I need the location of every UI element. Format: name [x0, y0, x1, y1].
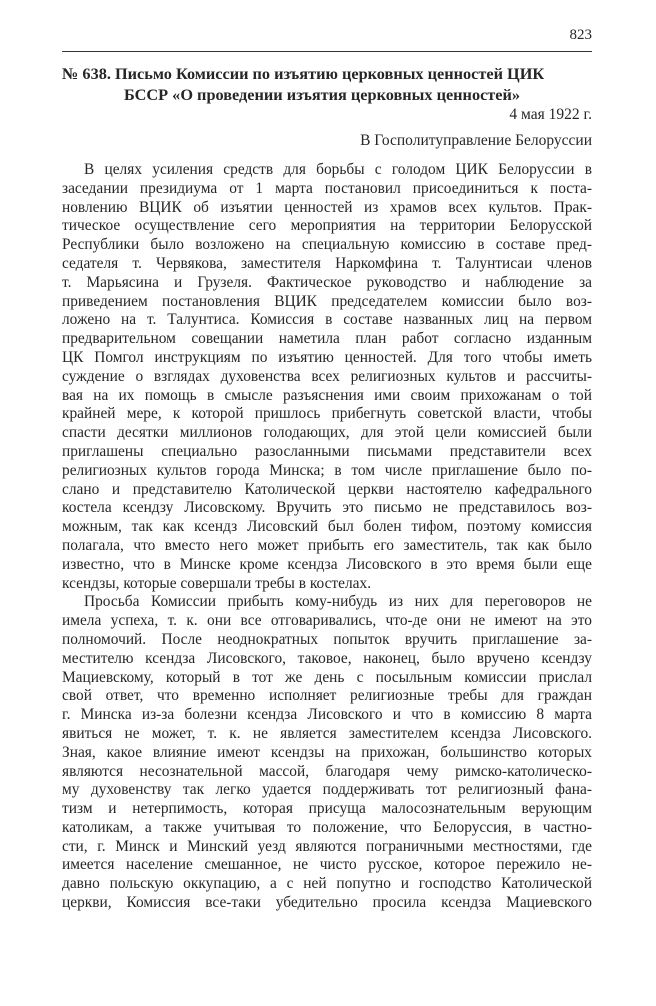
- text-line: В целях усиления средств для борьбы с голодом ЦИК Белоруссии в: [84, 161, 592, 178]
- text-line: имеется население смешанное, не чисто русское, которое пережило не-: [62, 856, 592, 874]
- text-line: приведением постановления ВЦИК председателем комиссии было воз-: [62, 292, 592, 310]
- text-line: заседании президиума от 1 марта постановил присоединиться к поста-: [62, 179, 592, 197]
- text-line: полномочий. После неоднократных попыток вручить приглашение за-: [62, 630, 592, 648]
- text-line: свой ответ, что временно исполняет религиозные требы для граждан: [62, 687, 592, 705]
- text-line: т. Марьясина и Грузеля. Фактическое руководство и наблюдение за: [62, 273, 592, 291]
- text-line: известно, что в Минске кроме ксендза Лисовского в это время были еще: [62, 555, 592, 573]
- text-line: му духовенству так легко удается поддерживать тот религиозный фана-: [62, 781, 592, 799]
- addressee: В Госполитуправление Белоруссии: [360, 132, 592, 149]
- text-line: сти, г. Минск и Минский уезд являются пограничными местностями, где: [62, 837, 592, 855]
- document-body: [62, 161, 592, 913]
- text-line: тическое осуществление сего мероприятия на территории Белорусской: [62, 217, 592, 235]
- text-line: суждение о взглядах духовенства всех религиозных культов и рассчиты-: [62, 367, 592, 385]
- paragraph: [62, 593, 592, 913]
- text-line: предварительном совещании наметила план работ согласно изданным: [62, 330, 592, 348]
- document-date: 4 мая 1922 г.: [509, 106, 592, 123]
- header-rule: [62, 51, 592, 52]
- text-line: явиться не может, т. к. не является заместителем ксендза Лисовского.: [62, 724, 592, 742]
- text-line: имела успеха, т. к. они все отговаривались, что-де они не имеют на это: [62, 612, 592, 630]
- text-line: вая на их помощь в смысле разъяснения ими своим прихожанам о той: [62, 386, 592, 404]
- paragraph: [62, 161, 592, 593]
- title-line: № 638. Письмо Комиссии по изъятию церковных ценностей ЦИК: [62, 64, 545, 83]
- text-line: приглашены специально разосланными письмами представители всех: [62, 442, 592, 460]
- document-title: [62, 63, 592, 105]
- text-line: давно польскую оккупацию, а с ней попутно и господство Католической: [62, 875, 592, 893]
- text-line: г. Минска из-за болезни ксендза Лисовского и что в комиссию 8 марта: [62, 706, 592, 724]
- text-line: религиозных культов города Минска; в том числе приглашение было по-: [62, 461, 592, 479]
- text-line: Республики было возложено на специальную комиссию в составе пред-: [62, 236, 592, 254]
- text-line: католикам, а также учитывая то положение, что Белоруссия, в частно-: [62, 818, 592, 836]
- text-line: Просьба Комиссии прибыть кому-нибудь из них для переговоров не: [84, 593, 592, 611]
- text-line: можным, так как ксендз Лисовский был болен тифом, поэтому комиссия: [62, 518, 592, 536]
- text-line: слано и представителю Католической церкви настоятелю кафедрального: [62, 480, 592, 498]
- text-line: Мациевскому, который в тот же день с посыльным комиссии прислал: [62, 668, 592, 686]
- title-line: БССР «О проведении изъятия церковных ценностей»: [124, 85, 521, 104]
- text-line: костела ксендзу Лисовскому. Вручить это письмо не представилось воз-: [62, 499, 592, 517]
- text-line: Зная, какое влияние имеют ксендзы на прихожан, большинство которых: [62, 743, 592, 761]
- text-line: новлению ВЦИК об изъятии ценностей из храмов всех культов. Прак-: [62, 198, 592, 216]
- page-number: 823: [569, 27, 592, 43]
- text-line: церкви, Комиссия все-таки убедительно просила ксендза Мациевского: [62, 894, 592, 912]
- text-line: спасти десятки миллионов голодающих, для этой цели комиссией были: [62, 424, 592, 442]
- text-line: седателя т. Червякова, заместителя Наркомфина т. Талунтисаи членов: [62, 254, 592, 272]
- text-line: крайней мере, к которой пришлось прибегнуть советской власти, чтобы: [62, 405, 592, 423]
- text-line: местителю ксендза Лисовского, таковое, наконец, было вручено ксендзу: [62, 649, 592, 667]
- text-line: ксендзы, которые совершали требы в костелах.: [62, 574, 372, 592]
- text-line: являются несознательной массой, благодаря чему римско-католическо-: [62, 762, 592, 780]
- text-line: тизм и нетерпимость, которая присуща малосознательным верующим: [62, 800, 592, 818]
- text-line: ложено на т. Талунтиса. Комиссия в составе названных лиц на первом: [62, 311, 592, 329]
- text-line: ЦК Помгол инструкциям по изъятию ценностей. Для того чтобы иметь: [62, 348, 592, 366]
- text-line: полагала, что вместо него может прибыть его заместитель, так как было: [62, 536, 592, 554]
